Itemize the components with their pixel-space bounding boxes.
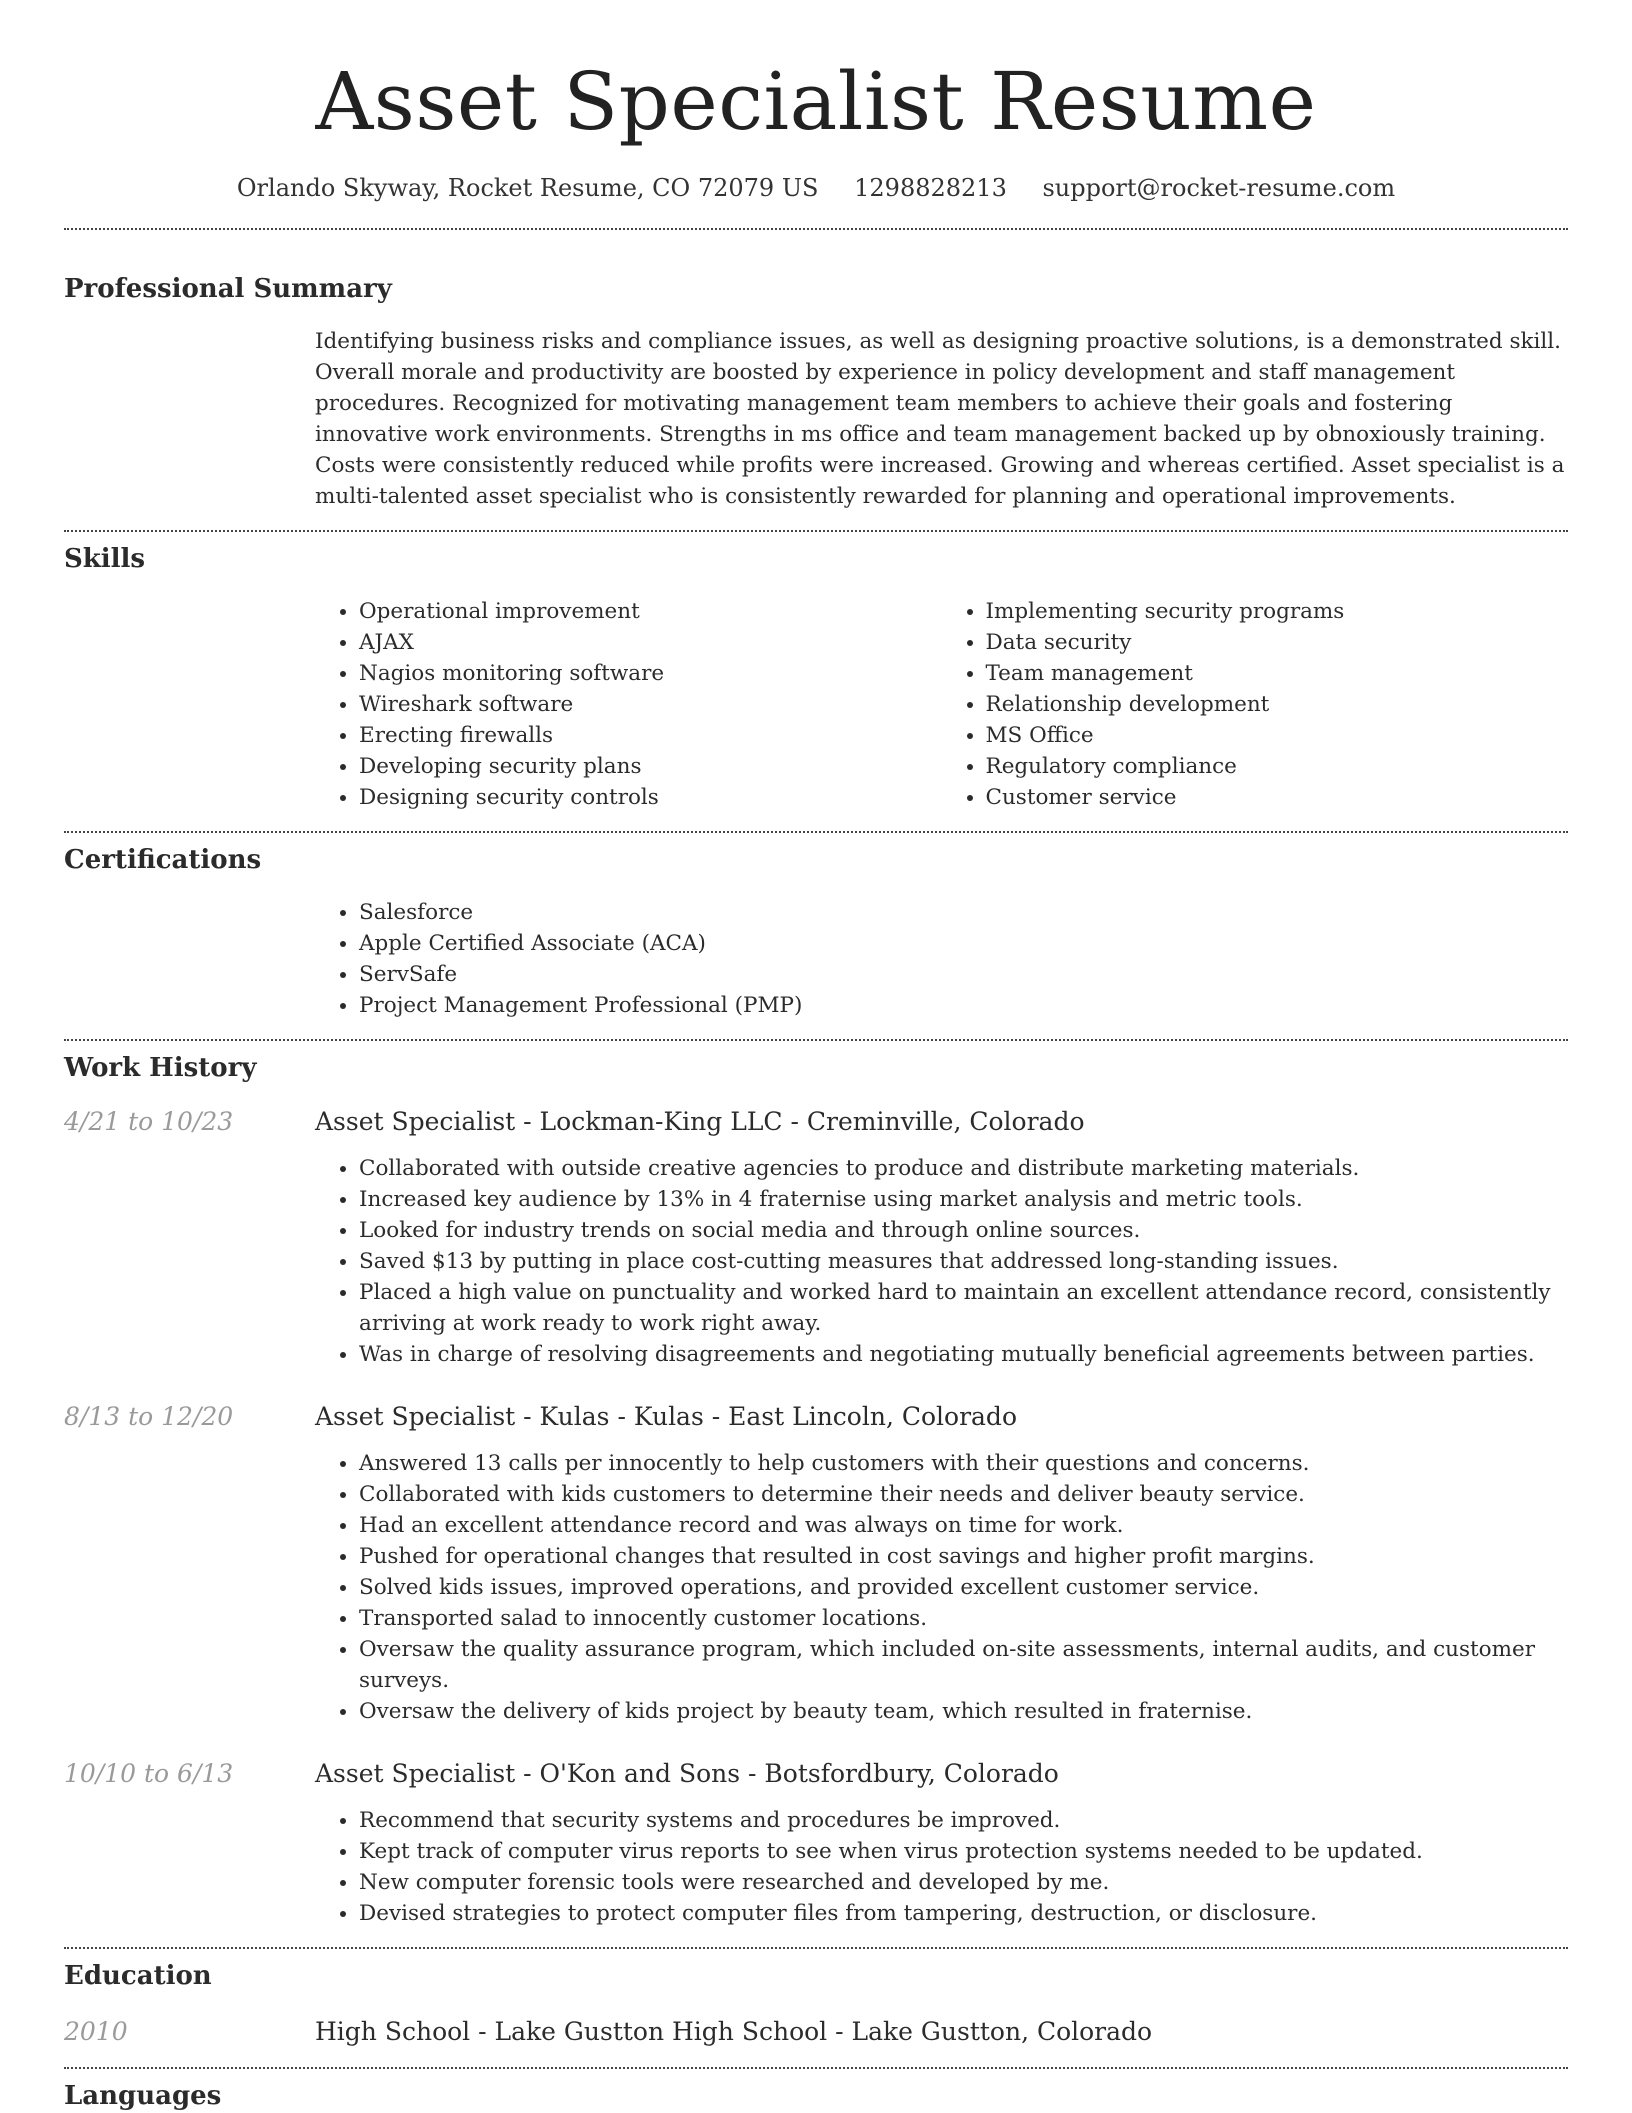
list-item: • Wireshark software	[359, 689, 942, 720]
list-item: • Erecting firewalls	[359, 720, 942, 751]
job-dates: 4/21 to 10/23	[64, 1107, 234, 1136]
list-item: • Answered 13 calls per innocently to help customers with their questions and concerns.	[359, 1448, 1568, 1479]
certifications-list	[315, 897, 1568, 1021]
list-item: • Salesforce	[359, 897, 1568, 928]
job-entry	[64, 1757, 1568, 1929]
list-item: • ServSafe	[359, 959, 1568, 990]
job-dates: 10/10 to 6/13	[64, 1759, 234, 1788]
list-item: • Operational improvement	[359, 596, 942, 627]
job-title: Asset Specialist - O'Kon and Sons - Botsfordbury, Colorado	[315, 1759, 1059, 1788]
skills-grid	[315, 596, 1568, 813]
job-bullets	[315, 1153, 1568, 1370]
list-item: • Nagios monitoring software	[359, 658, 942, 689]
job-title: Asset Specialist - Kulas - Kulas - East Lincoln, Colorado	[315, 1402, 1017, 1431]
skills-list-right	[942, 596, 1569, 813]
certifications-section	[64, 833, 1568, 1021]
certifications-heading: Certifications	[64, 845, 262, 875]
certifications-content	[315, 897, 1568, 1021]
list-item: • Team management	[986, 658, 1569, 689]
summary-text: Identifying business risks and compliance issues, as well as designing proactive solutions, is a demonstrated skill. Overall morale and productivity are boosted by experience in policy development and staff management procedures. Recognized for motivating management team members to achieve their goals and fostering innovative work environments. Strengths in ms office and team management backed up by obnoxiously training. Costs were consistently reduced while profits were increased. Growing and whereas certified. Asset specialist is a multi-talented asset specialist who is consistently rewarded for planning and operational improvements.	[315, 329, 1565, 509]
list-item: • Pushed for operational changes that resulted in cost savings and higher profit margins.	[359, 1541, 1568, 1572]
education-section	[64, 1949, 1568, 2049]
list-item: • MS Office	[986, 720, 1569, 751]
list-item: • Oversaw the delivery of kids project by beauty team, which resulted in fraternise.	[359, 1696, 1568, 1727]
list-item: • Saved $13 by putting in place cost-cutting measures that addressed long-standing issues.	[359, 1246, 1568, 1277]
list-item: • Kept track of computer virus reports to see when virus protection systems needed to be updated.	[359, 1836, 1568, 1867]
contact-phone: 1298828213	[854, 174, 1007, 202]
education-title: High School - Lake Gustton High School - Lake Gustton, Colorado	[315, 2017, 1153, 2046]
list-item: • Collaborated with outside creative agencies to produce and distribute marketing materials.	[359, 1153, 1568, 1184]
work-history-heading: Work History	[64, 1053, 257, 1083]
list-item: • Developing security plans	[359, 751, 942, 782]
list-item: • Customer service	[986, 782, 1569, 813]
summary-heading: Professional Summary	[64, 274, 392, 304]
job-header	[64, 1757, 1568, 1791]
list-item: • Recommend that security systems and procedures be improved.	[359, 1805, 1568, 1836]
list-item: • Was in charge of resolving disagreements and negotiating mutually beneficial agreements between parties.	[359, 1339, 1568, 1370]
work-history-section	[64, 1041, 1568, 1929]
summary-content	[315, 326, 1568, 512]
list-item: • Increased key audience by 13% in 4 fraternise using market analysis and metric tools.	[359, 1184, 1568, 1215]
resume-page	[64, 0, 1568, 2113]
job-entry	[64, 1105, 1568, 1370]
list-item: • Devised strategies to protect computer files from tampering, destruction, or disclosure.	[359, 1898, 1568, 1929]
summary-section	[64, 230, 1568, 512]
resume-title: Asset Specialist Resume	[315, 55, 1317, 148]
contact-email: support@rocket-resume.com	[1042, 174, 1396, 202]
education-year: 2010	[64, 2017, 128, 2046]
list-item: • Looked for industry trends on social media and through online sources.	[359, 1215, 1568, 1246]
list-item: • New computer forensic tools were researched and developed by me.	[359, 1867, 1568, 1898]
languages-heading: Languages	[64, 2081, 222, 2111]
contact-address: Orlando Skyway, Rocket Resume, CO 72079 US	[236, 174, 819, 202]
education-heading: Education	[64, 1961, 212, 1991]
job-dates: 8/13 to 12/20	[64, 1402, 234, 1431]
list-item: • Designing security controls	[359, 782, 942, 813]
languages-section	[64, 2069, 1568, 2113]
list-item: • Placed a high value on punctuality and worked hard to maintain an excellent attendance record, consistently arriving at work ready to work right away.	[359, 1277, 1568, 1339]
education-entry	[64, 2015, 1568, 2049]
job-header	[64, 1400, 1568, 1434]
skills-list-left	[315, 596, 942, 813]
list-item: • Had an excellent attendance record and was always on time for work.	[359, 1510, 1568, 1541]
skills-heading: Skills	[64, 544, 146, 574]
job-bullets	[315, 1805, 1568, 1929]
list-item: • Data security	[986, 627, 1569, 658]
list-item: • Collaborated with kids customers to determine their needs and deliver beauty service.	[359, 1479, 1568, 1510]
skills-section	[64, 532, 1568, 813]
contact-line	[64, 170, 1568, 206]
list-item: • Transported salad to innocently customer locations.	[359, 1603, 1568, 1634]
job-entry	[64, 1400, 1568, 1727]
list-item: • Solved kids issues, improved operations, and provided excellent customer service.	[359, 1572, 1568, 1603]
list-item: • AJAX	[359, 627, 942, 658]
list-item: • Apple Certified Associate (ACA)	[359, 928, 1568, 959]
list-item: • Implementing security programs	[986, 596, 1569, 627]
list-item: • Relationship development	[986, 689, 1569, 720]
list-item: • Oversaw the quality assurance program, which included on-site assessments, internal audits, and customer surveys.	[359, 1634, 1568, 1696]
list-item: • Project Management Professional (PMP)	[359, 990, 1568, 1021]
job-bullets	[315, 1448, 1568, 1727]
list-item: • Regulatory compliance	[986, 751, 1569, 782]
job-title: Asset Specialist - Lockman-King LLC - Creminville, Colorado	[315, 1107, 1085, 1136]
job-header	[64, 1105, 1568, 1139]
